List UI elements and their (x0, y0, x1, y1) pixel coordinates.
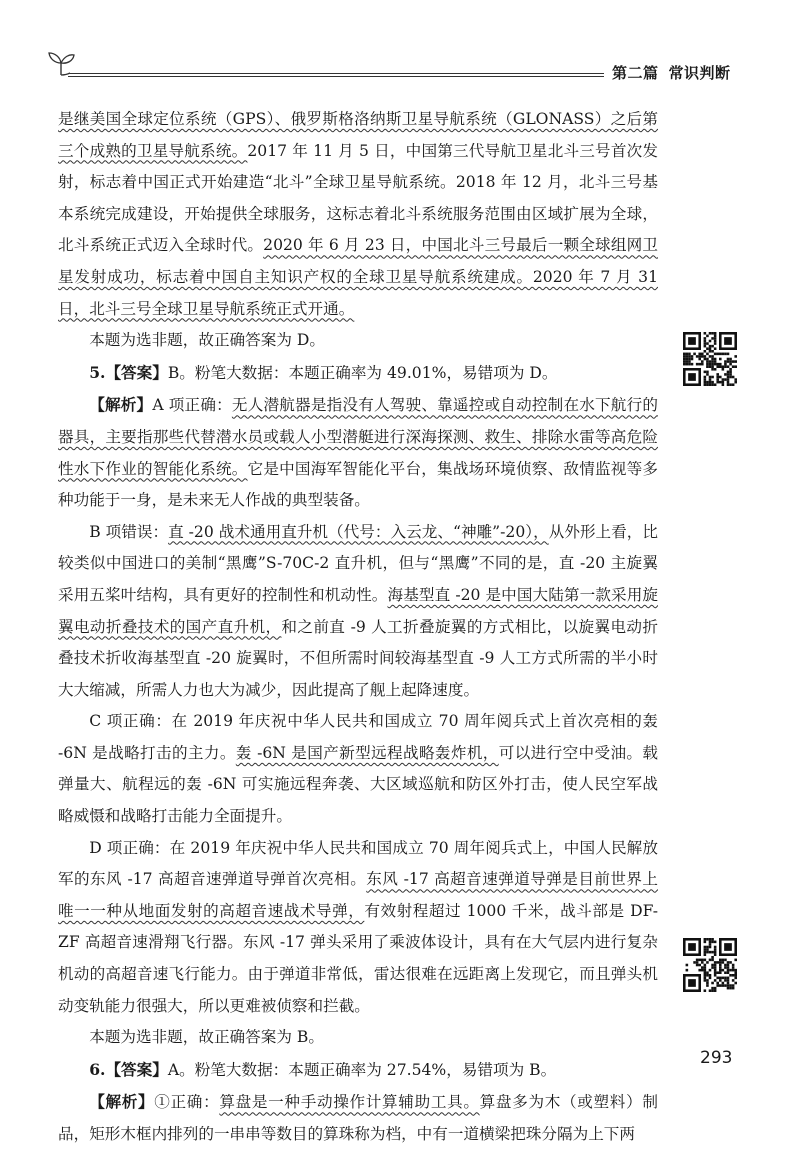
marked-text: 轰 -6N 是国产新型远程战略轰炸机， (235, 743, 499, 762)
answer-q6 (58, 1054, 658, 1087)
qr-code-icon[interactable] (683, 332, 737, 386)
answer-label: 6.【答案】 (89, 1059, 168, 1079)
conclusion-q4: 本题为选非题，故正确答案为 D。 (89, 331, 325, 350)
marked-text: 2020 年 6 月 23 日，中国北斗三号最后一颗全球组网卫星发射成功，标志着中国自主知识产权的全球卫星导航系统建成。2020 年 7 月 31 日，北斗三号全球卫星导航系统正式开通。 (58, 236, 658, 318)
analysis-q5-d (58, 833, 658, 1023)
paragraph-beidou (58, 104, 658, 325)
analysis-q5-c (58, 706, 658, 832)
analysis-q5-b (58, 517, 658, 707)
marked-text: 是继美国全球定位系统（GPS）、俄罗斯格洛纳斯卫星导航系统（GLONASS）之后第三个成熟的卫星导航系统。 (58, 110, 658, 160)
conclusion-q5: 本题为选非题，故正确答案为 B。 (89, 1028, 324, 1047)
marked-text: 海基型直 -20 是中国大陆第一款采用旋翼电动折叠技术的国产直升机， (58, 585, 658, 636)
body-text: 它是中国海军智能化平台，集战场环境侦察、敌情监视等多种功能于一身，是未来无人作战的典型装备。 (58, 459, 658, 510)
body-text: 2017 年 11 月 5 日，中国第三代导航卫星北斗三号首次发射，标志着中国正式开始建造“北斗”全球卫星导航系统。2018 年 12 月，北斗三号基本系统完成建设，开始提供全球服务，这标志着北斗系统服务范围由区域扩展为全球，北斗系统正式迈入全球时代。 (58, 141, 658, 255)
body-text: 有效射程超过 1000 千米，战斗部是 DF-ZF 高超音速滑翔飞行器。东风 -17 弹头采用了乘波体设计，具有在大气层内进行复杂机动的高超音速飞行能力。由于弹道非常低，雷达很难在远距离上发现它，而且弹头机动变轨能力很强大，所以更难被侦察和拦截。 (58, 901, 658, 1015)
header-rule (68, 73, 604, 74)
page-header (0, 0, 800, 90)
answer-text: B。粉笔大数据：本题正确率为 49.01%，易错项为 D。 (167, 363, 558, 382)
answer-q5 (58, 357, 658, 390)
section-title (612, 62, 731, 83)
qr-code-icon[interactable] (683, 938, 737, 992)
analysis-label: 【解析】 (89, 395, 153, 415)
part-label: 第二篇 (612, 64, 659, 82)
marked-text: 东风 -17 高超音速弹道导弹是目前世界上唯一一种从地面发射的高超音速战术导弹， (58, 870, 658, 920)
body-text: 可以进行空中受油。载弹量大、航程远的轰 -6N 可实施远程奔袭、大区域巡航和防区外打击，使人民空军战略威慑和战略打击能力全面提升。 (58, 743, 658, 826)
answer-text: A。粉笔大数据：本题正确率为 27.54%，易错项为 B。 (167, 1060, 557, 1079)
option-lead: ①正确： (154, 1093, 220, 1112)
body-text: 算盘多为木（或塑料）制品，矩形木框内排列的一串串等数目的算珠称为档，中有一道横梁把珠分隔为上下两 (58, 1093, 658, 1143)
analysis-label: 【解析】 (89, 1092, 155, 1112)
page-number: 293 (700, 1048, 733, 1068)
analysis-q6 (58, 1086, 658, 1150)
analysis-q5-a (58, 389, 658, 516)
marked-text: 算盘是一种手动操作计算辅助工具。 (219, 1093, 480, 1112)
body-text: 和之前直 -9 人工折叠旋翼的方式相比，以旋翼电动折叠技术折收海基型直 -20 旋翼时，不但所需时间较海基型直 -9 人工方式所需的半小时大大缩减，所需人力也大为减少，因此提高了舰上起降速度。 (58, 617, 658, 699)
chapter-title: 常识判断 (668, 64, 731, 82)
answer-explanations (58, 104, 658, 1151)
body-text: C 项正确：在 2019 年庆祝中华人民共和国成立 70 周年阅兵式上首次亮相的轰 -6N 是战略打击的主力。 (58, 712, 658, 762)
body-text: 从外形上看，比较类似中国进口的美制“黑鹰”S-70C-2 直升机，但与“黑鹰”不同的是，直 -20 主旋翼采用五桨叶结构，具有更好的控制性和机动性。 (58, 522, 658, 604)
body-text: D 项正确：在 2019 年庆祝中华人民共和国成立 70 周年阅兵式上，中国人民解放军的东风 -17 高超音速弹道导弹首次亮相。 (58, 838, 658, 889)
marked-text: 直 -20 战术通用直升机（代号：入云龙、“神雕”-20）， (168, 522, 549, 541)
option-lead: A 项正确： (152, 396, 232, 415)
answer-label: 5.【答案】 (89, 362, 168, 382)
marked-text: 无人潜航器是指没有人驾驶、靠遥控或自动控制在水下航行的器具，主要指那些代替潜水员或载人小型潜艇进行深海探测、救生、排除水雷等高危险性水下作业的智能化系统。 (58, 396, 658, 478)
option-lead: B 项错误： (89, 522, 169, 541)
